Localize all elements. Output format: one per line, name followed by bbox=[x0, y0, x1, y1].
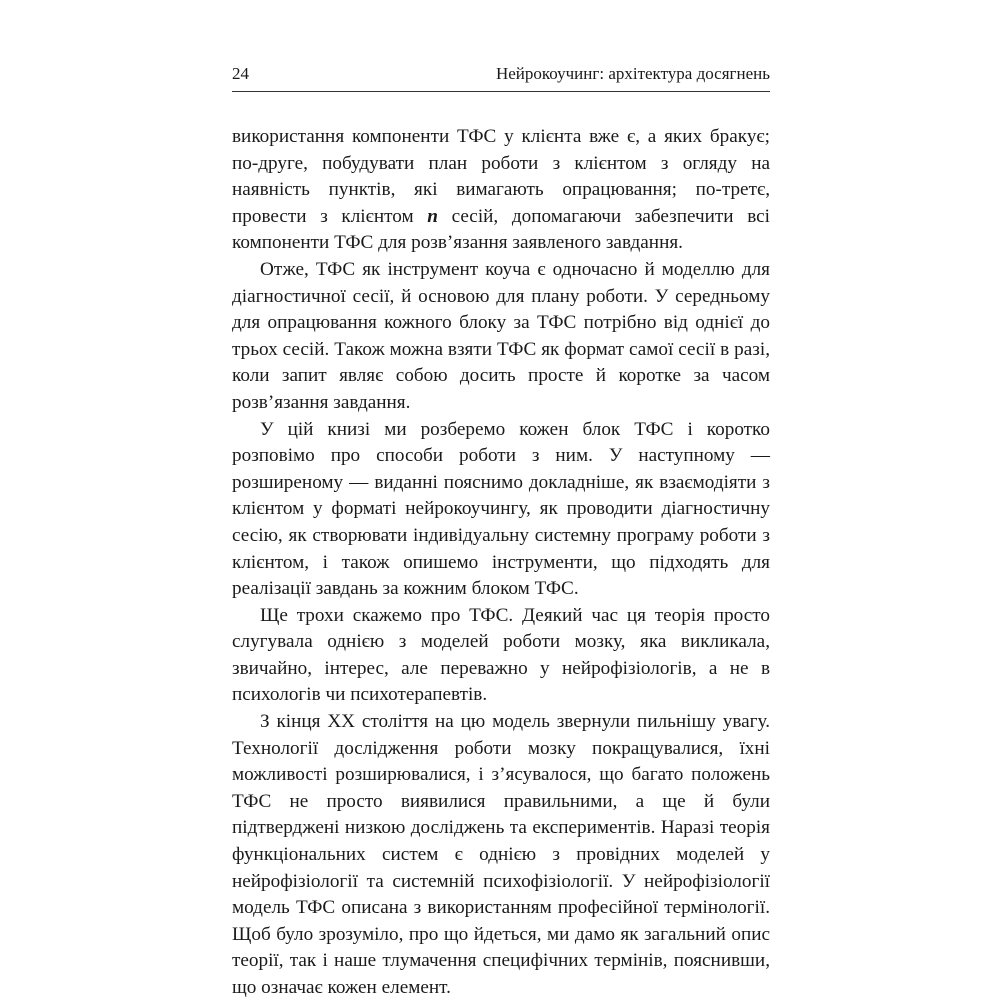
emphasis-variable: n bbox=[427, 205, 438, 227]
paragraph: З кінця XX століття на цю модель звернули пильнішу увагу. Технології дослідження роботи мозку покращувалися, їхні можливості розширювалися, і з’ясувалося, що багато положень ТФС не просто виявилися правильними, а ще й були підтверджені низкою досліджень та експериментів. Наразі теорія функціональних систем є однією з провідних моделей у нейрофізіології та системній психофізіології. У нейрофізіології модель ТФС описана з використанням професійної термінології. Щоб було зрозуміло, про що йдеться, ми дамо як загальний опис теорії, так і наше тлумачення специфічних термінів, пояснивши, що означає кожен елемент. bbox=[232, 711, 770, 998]
page-number: 24 bbox=[232, 64, 249, 83]
paragraph: Ще трохи скажемо про ТФС. Деякий час ця теорія просто слугувала однією з моделей роботи мозку, яка викликала, звичайно, інтерес, але переважно у нейрофізіологів, а не в психологів чи психотерапевтів. bbox=[232, 604, 770, 706]
header-rule bbox=[232, 91, 770, 92]
paragraph-text: використання компоненти ТФС у клієнта вже є, а яких бракує; по-друге, побудувати план роботи з клієнтом з огляду на наявність пунктів, які вимагають опрацювання; по-третє, провести з клієнтом bbox=[232, 126, 770, 227]
paragraph-text: сесій, допомагаючи забезпечити всі компоненти ТФС для розв’язання заявленого завдання. bbox=[232, 205, 770, 254]
paragraph: У цій книзі ми розберемо кожен блок ТФС і коротко розповімо про способи роботи з ним. У наступному — розширеному — виданні пояснимо докладніше, як взаємодіяти з клієнтом у форматі нейрокоучингу, як проводити діагностичну сесію, як створювати індивідуальну системну програму роботи з клієнтом, і також опишемо інструменти, що підходять для реалізації завдань за кожним блоком ТФС. bbox=[232, 418, 770, 600]
running-title: Нейрокоучинг: архітектура досягнень bbox=[495, 64, 770, 83]
paragraph: Отже, ТФС як інструмент коуча є одночасно й моделлю для діагностичної сесії, й основою для плану роботи. У середньому для опрацювання кожного блоку за ТФС потрібно від однієї до трьох сесій. Також можна взяти ТФС як формат самої сесії в разі, коли запит являє собою досить просте й коротке за часом розв’язання завдання. bbox=[232, 258, 770, 413]
page-header bbox=[232, 63, 770, 89]
paragraph-continued bbox=[232, 124, 770, 257]
body-text bbox=[232, 124, 770, 1000]
